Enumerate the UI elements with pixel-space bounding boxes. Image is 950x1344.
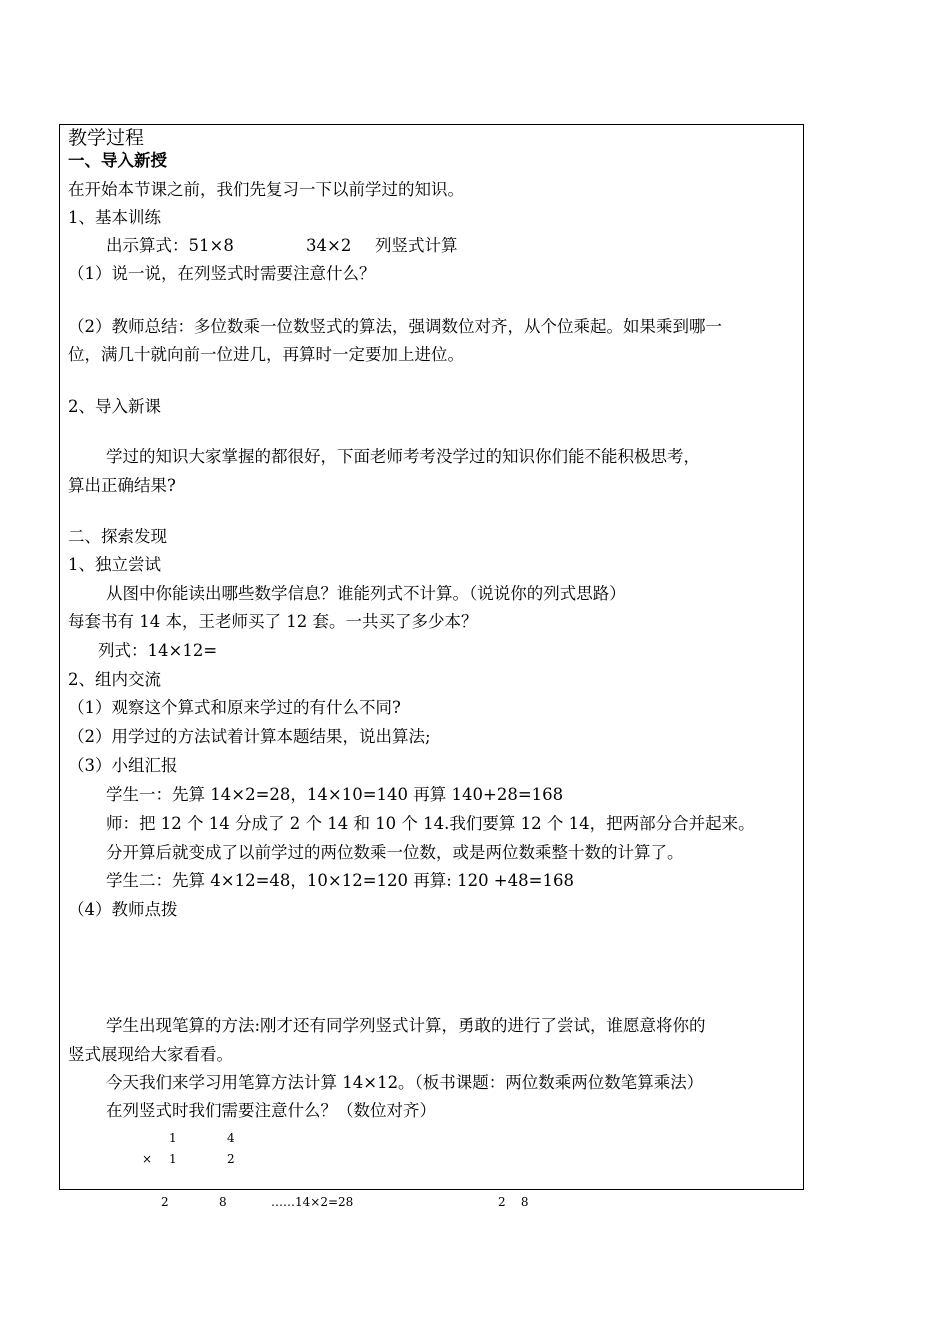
calc-top-tens: 1 xyxy=(169,1131,177,1145)
word-problem: 每套书有 14 本，王老师买了 12 套。一共买了多少本？ xyxy=(68,612,478,631)
written-method-line-1: 学生出现笔算的方法:刚才还有同学列竖式计算，勇敢的进行了尝试，谁愿意将你的 xyxy=(106,1016,706,1035)
heading-independent-try: 1、独立尝试 xyxy=(68,555,161,574)
question-one: （1）说一说，在列竖式时需要注意什么？ xyxy=(68,264,376,283)
section-title: 教学过程 xyxy=(68,127,145,149)
calc-result-ones: 8 xyxy=(219,1195,227,1209)
calc-underline xyxy=(116,1189,258,1190)
new-lesson-line-1: 学过的知识大家掌握的都很好，下面老师考考没学过的知识你们能不能积极思考， xyxy=(106,447,700,466)
teacher-summary-line-2: 位，满几十就向前一位进几，再算时一定要加上进位。 xyxy=(68,345,464,364)
group-question-2: （2）用学过的方法试着计算本题结果，说出算法; xyxy=(68,727,431,746)
new-lesson-line-2: 算出正确结果? xyxy=(68,476,176,495)
calc-bottom-ones: 2 xyxy=(227,1152,235,1166)
heading-introduction: 一、导入新授 xyxy=(68,151,167,170)
group-question-1: （1）观察这个算式和原来学过的有什么不同? xyxy=(68,698,401,717)
calc-top-ones: 4 xyxy=(227,1131,235,1145)
calc-bottom-tens: 1 xyxy=(169,1152,177,1166)
exercise-label: 出示算式：51×8 xyxy=(106,236,234,255)
exercise-instruction: 列竖式计算 xyxy=(375,236,458,255)
today-topic: 今天我们来学习用笔算方法计算 14×12。（板书课题：两位数乘两位数笔算乘法） xyxy=(106,1073,704,1092)
heading-new-lesson: 2、导入新课 xyxy=(68,397,161,416)
independent-try-line-1: 从图中你能读出哪些数学信息？谁能列式不计算。（说说你的列式思路） xyxy=(106,584,626,603)
calc-right-result: 2 8 xyxy=(498,1195,529,1209)
heading-group-exchange: 2、组内交流 xyxy=(68,670,161,689)
teacher-summary-line-1: （2）教师总结：多位数乘一位数竖式的算法，强调数位对齐，从个位乘起。如果乘到哪一 xyxy=(68,317,722,336)
alignment-question: 在列竖式时我们需要注意什么？（数位对齐） xyxy=(106,1101,436,1120)
written-method-line-2: 竖式展现给大家看看。 xyxy=(68,1045,233,1064)
teacher-explanation-2: 分开算后就变成了以前学过的两位数乘一位数，或是两位数乘整十数的计算了。 xyxy=(106,843,684,862)
calc-note: ……14×2=28 xyxy=(271,1195,354,1209)
expression-line: 列式：14×12= xyxy=(98,641,218,660)
paragraph-intro: 在开始本节课之前，我们先复习一下以前学过的知识。 xyxy=(68,180,464,199)
student-one-answer: 学生一：先算 14×2=28，14×10=140 再算 140+28=168 xyxy=(106,785,564,804)
heading-basic-training: 1、基本训练 xyxy=(68,208,161,227)
student-two-answer: 学生二：先算 4×12=48，10×12=120 再算: 120 +48=168 xyxy=(106,871,574,890)
heading-exploration: 二、探索发现 xyxy=(68,527,167,546)
calc-times-sign: × xyxy=(142,1152,153,1166)
exercise-second-expression: 34×2 xyxy=(306,236,352,255)
group-question-4: （4）教师点拨 xyxy=(68,900,178,919)
calc-result-tens: 2 xyxy=(161,1195,169,1209)
teacher-explanation-1: 师：把 12 个 14 分成了 2 个 14 和 10 个 14.我们要算 12 个 14，把两部分合并起来。 xyxy=(106,814,755,833)
group-question-3: （3）小组汇报 xyxy=(68,756,178,775)
